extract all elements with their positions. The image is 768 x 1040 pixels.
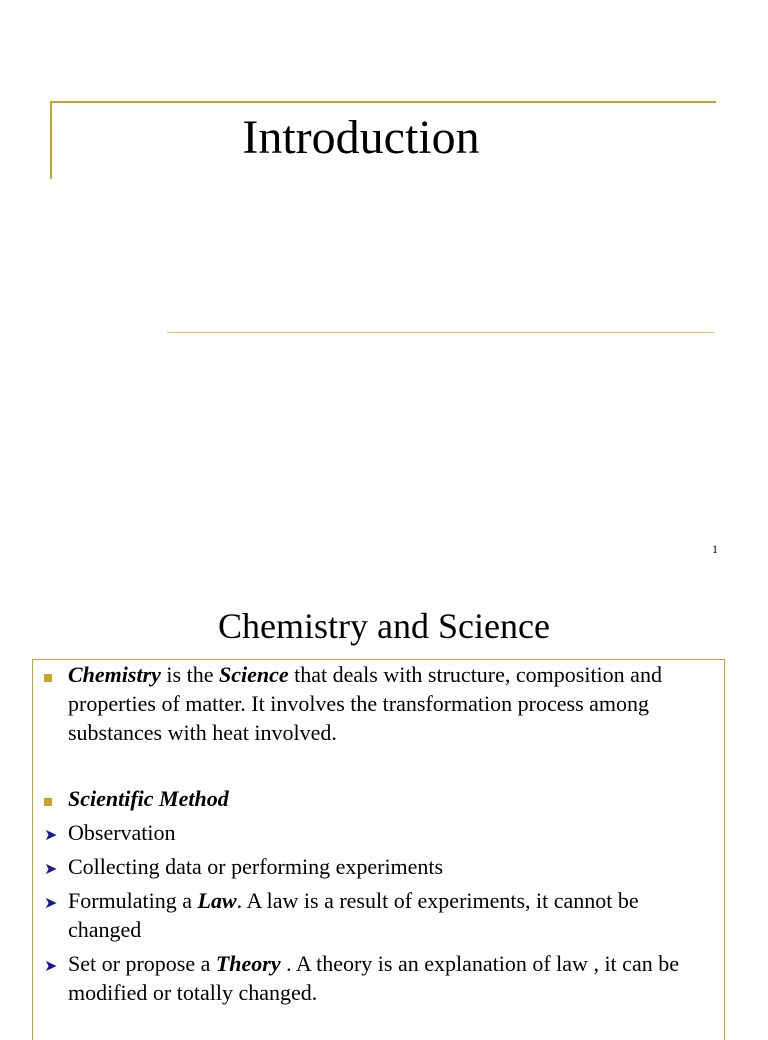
term-law: Law xyxy=(197,888,237,913)
step-text: Observation xyxy=(68,820,176,845)
term-theory: Theory xyxy=(215,951,281,976)
step-text: . A theory is an explanation of law , it can be modified or totally changed. xyxy=(68,951,679,1005)
step-text: Formulating a xyxy=(68,888,198,913)
term-chemistry: Chemistry xyxy=(68,662,161,687)
bullet-chemistry-definition xyxy=(44,660,714,747)
definition-text: that deals with structure, composition and properties of matter. It involves the transformation process among substances with heat involved. xyxy=(68,662,662,745)
step-propose-theory xyxy=(44,949,714,1007)
step-text: Collecting data or performing experiments xyxy=(68,854,444,879)
slide1-title: Introduction xyxy=(242,111,480,164)
text-is-the: is the xyxy=(160,662,219,687)
slide1-frame-top-line xyxy=(50,101,716,103)
step-text: . A law is a result of experiments, it cannot be changed xyxy=(68,888,639,942)
square-bullet-icon xyxy=(44,660,68,689)
chevron-right-icon: ➤ xyxy=(44,859,58,878)
bullet-scientific-method xyxy=(44,784,714,813)
step-observation xyxy=(44,818,714,847)
page-number: 1 xyxy=(712,542,718,556)
chevron-right-icon: ➤ xyxy=(44,825,58,844)
step-formulating-law xyxy=(44,886,714,944)
slide1-divider xyxy=(167,332,714,333)
step-text: Set or propose a xyxy=(68,951,216,976)
square-bullet-icon xyxy=(44,784,68,813)
heading-scientific-method: Scientific Method xyxy=(68,786,229,811)
chevron-right-icon: ➤ xyxy=(44,893,58,912)
step-collecting-data xyxy=(44,852,714,881)
chevron-right-icon: ➤ xyxy=(44,956,58,975)
slide2-title: Chemistry and Science xyxy=(218,606,550,646)
term-science: Science xyxy=(218,662,289,687)
